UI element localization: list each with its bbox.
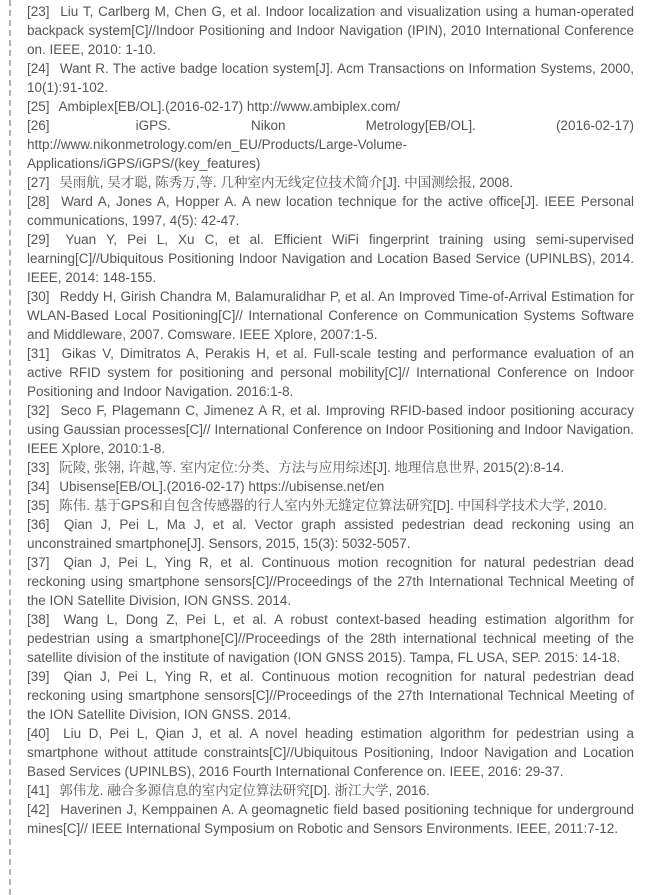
reference-text: Qian J, Pei L, Ying R, et al. Continuous motion recognition for natural pedestrian dead reckoning using smartphone sensors[C]//Proceedings of the 27th International Technical Meeting of the ION Satellite Division, ION GNSS. 2014. — [27, 669, 634, 722]
reference-text: Liu D, Pei L, Qian J, et al. A novel heading estimation algorithm for pedestrian using a smartphone without attitude constraints[C]//Ubiquitous Positioning, Indoor Navigation and Location Based Services (UPINLBS), 2016 Fourth International Conference on. IEEE, 2016: 29-37. — [27, 726, 634, 779]
reference-text: Liu T, Carlberg M, Chen G, et al. Indoor localization and visualization using a human-operated backpack system[C]//Indoor Positioning and Indoor Navigation (IPIN), 2010 International Conference on. IEEE, 2010: 1-10. — [27, 4, 634, 57]
reference-number: [40] — [27, 726, 50, 741]
reference-text: Ubisense[EB/OL].(2016-02-17) https://ubisense.net/en — [59, 479, 385, 494]
reference-item — [27, 287, 634, 344]
reference-number: [34] — [27, 479, 50, 494]
reference-number: [39] — [27, 669, 50, 684]
reference-number: [42] — [27, 802, 50, 817]
reference-text: iGPS. Nikon Metrology[EB/OL]. (2016-02-17) http://www.nikonmetrology.com/en_EU/Products/Large-Volume-Applications/iGPS/iGPS/(key_features) — [27, 118, 634, 171]
reference-number: [31] — [27, 346, 50, 361]
reference-number: [26] — [27, 118, 50, 133]
reference-number: [25] — [27, 99, 50, 114]
reference-number: [32] — [27, 403, 50, 418]
reference-text: 陈伟. 基于GPS和自包含传感器的行人室内外无缝定位算法研究[D]. 中国科学技术大学, 2010. — [59, 498, 607, 513]
reference-text: Ward A, Jones A, Hopper A. A new location technique for the active office[J]. IEEE Personal communications, 1997, 4(5): 42-47. — [27, 194, 634, 228]
reference-number: [29] — [27, 232, 50, 247]
reference-text: Reddy H, Girish Chandra M, Balamuralidhar P, et al. An Improved Time-of-Arrival Estimation for WLAN-Based Local Positioning[C]// International Conference on Communication Systems Software and Middleware, 2007. Comsware. IEEE Xplore, 2007:1-5. — [27, 289, 634, 342]
reference-item — [27, 230, 634, 287]
reference-item — [27, 458, 634, 477]
reference-item — [27, 173, 634, 192]
reference-item — [27, 724, 634, 781]
reference-item — [27, 59, 634, 97]
reference-text: Want R. The active badge location system[J]. Acm Transactions on Information Systems, 2000, 10(1):91-102. — [27, 61, 634, 95]
reference-number: [24] — [27, 61, 50, 76]
reference-text: Qian J, Pei L, Ma J, et al. Vector graph assisted pedestrian dead reckoning using an unconstrained smartphone[J]. Sensors, 2015, 15(3): 5032-5057. — [27, 517, 634, 551]
reference-text: Ambiplex[EB/OL].(2016-02-17) http://www.ambiplex.com/ — [58, 99, 400, 114]
reference-number: [41] — [27, 783, 50, 798]
reference-item — [27, 116, 634, 173]
reference-text: Qian J, Pei L, Ying R, et al. Continuous motion recognition for natural pedestrian dead reckoning using smartphone sensors[C]//Proceedings of the 27th International Technical Meeting of the ION Satellite Division, ION GNSS. 2014. — [27, 555, 634, 608]
reference-number: [28] — [27, 194, 50, 209]
reference-number: [33] — [27, 460, 50, 475]
text-boundary-dashed-line — [9, 0, 11, 895]
reference-item — [27, 781, 634, 800]
reference-text: 阮陵, 张翎, 许越,等. 室内定位:分类、方法与应用综述[J]. 地理信息世界, 2015(2):8-14. — [59, 460, 565, 475]
reference-item — [27, 553, 634, 610]
reference-number: [38] — [27, 612, 50, 627]
reference-text: Wang L, Dong Z, Pei L, et al. A robust context-based heading estimation algorithm for pedestrian using a smartphone[C]//Proceedings of the 28th international technical meeting of the satellite division of the institute of navigation (ION GNSS 2015). Tampa, FL USA, SEP. 2015: 14-18. — [27, 612, 634, 665]
reference-item — [27, 800, 634, 838]
reference-text: Gikas V, Dimitratos A, Perakis H, et al. Full-scale testing and performance evaluation of an active RFID system for positioning and personal mobility[C]// International Conference on Indoor Positioning and Indoor Navigation. 2016:1-8. — [27, 346, 634, 399]
reference-number: [23] — [27, 4, 50, 19]
reference-item — [27, 344, 634, 401]
reference-number: [27] — [27, 175, 50, 190]
reference-item — [27, 97, 634, 116]
reference-number: [36] — [27, 517, 50, 532]
reference-item — [27, 515, 634, 553]
reference-item — [27, 667, 634, 724]
reference-item — [27, 401, 634, 458]
reference-item — [27, 192, 634, 230]
reference-number: [35] — [27, 498, 50, 513]
reference-item — [27, 610, 634, 667]
reference-item — [27, 2, 634, 59]
reference-text: Haverinen J, Kemppainen A. A geomagnetic field based positioning technique for underground mines[C]// IEEE International Symposium on Robotic and Sensors Environments. IEEE, 2011:7-12. — [27, 802, 634, 836]
reference-item — [27, 496, 634, 515]
reference-text: 吴雨航, 吴才聪, 陈秀万,等. 几种室内无线定位技术简介[J]. 中国测绘报, 2008. — [59, 175, 514, 190]
reference-text: 郭伟龙. 融合多源信息的室内定位算法研究[D]. 浙江大学, 2016. — [59, 783, 430, 798]
reference-text: Yuan Y, Pei L, Xu C, et al. Efficient WiFi fingerprint training using semi-supervised learning[C]//Ubiquitous Positioning Indoor Navigation and Location Based Service (UPINLBS), 2014. IEEE, 2014: 148-155. — [27, 232, 634, 285]
reference-number: [37] — [27, 555, 50, 570]
references-list — [27, 2, 634, 838]
reference-item — [27, 477, 634, 496]
reference-number: [30] — [27, 289, 50, 304]
reference-text: Seco F, Plagemann C, Jimenez A R, et al. Improving RFID-based indoor positioning accuracy using Gaussian processes[C]// International Conference on Indoor Positioning and Indoor Navigation. IEEE Xplore, 2010:1-8. — [27, 403, 634, 456]
